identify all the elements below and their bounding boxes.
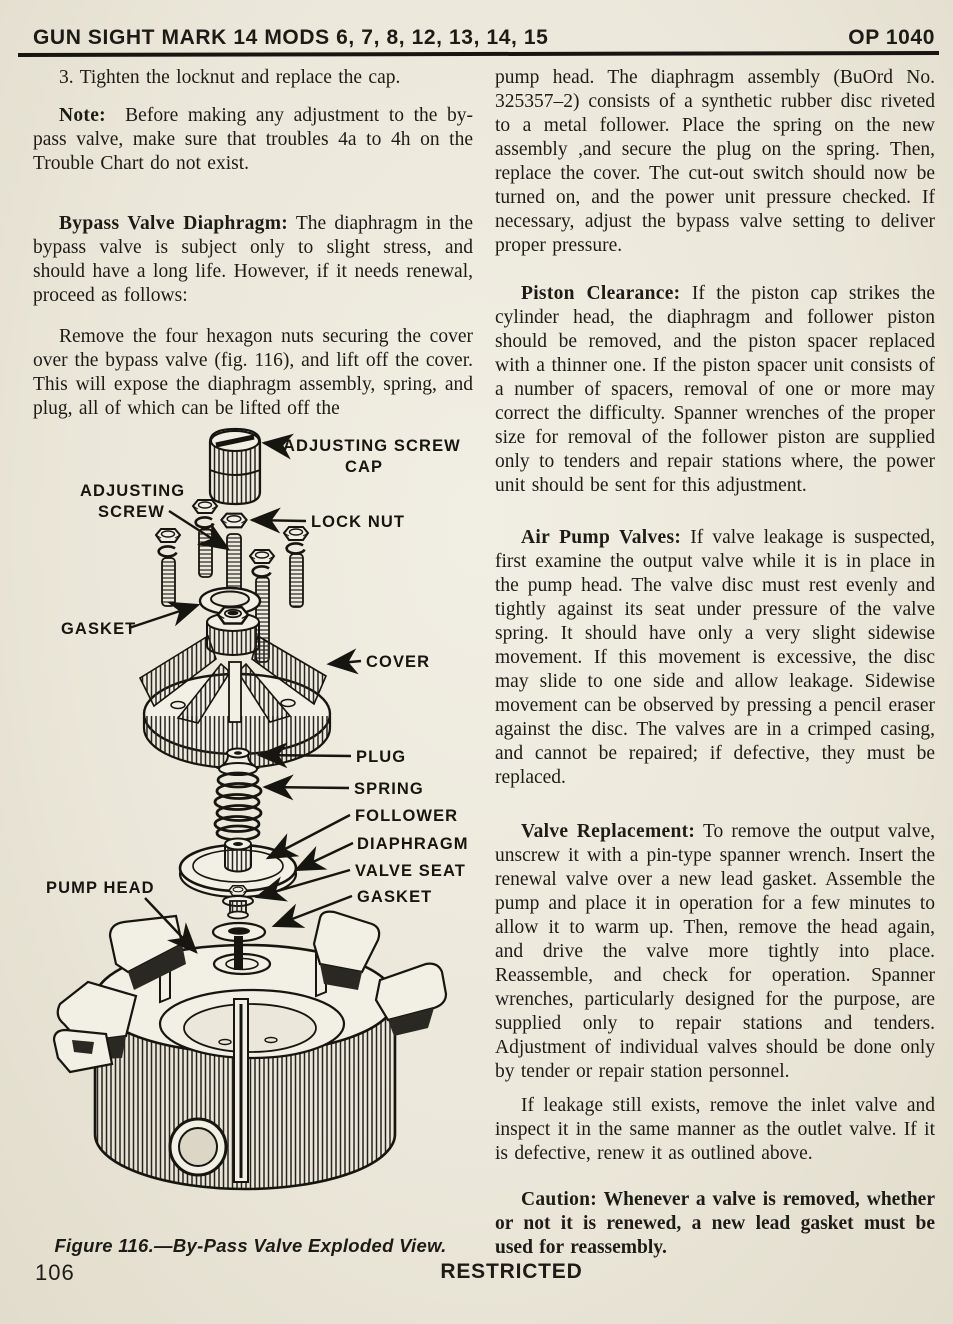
label-follower: FOLLOWER — [355, 807, 459, 825]
header-title: GUN SIGHT MARK 14 MODS 6, 7, 8, 12, 13, 14, 15 — [33, 26, 549, 49]
air-pump-valves-heading: Air Pump Valves: — [521, 527, 682, 548]
label-adjusting-screw-line1: ADJUSTING — [80, 482, 186, 500]
label-valve-seat: VALVE SEAT — [355, 862, 466, 880]
cover-part — [140, 607, 330, 768]
caution-label: Caution: — [521, 1189, 598, 1210]
label-diaphragm: DIAPHRAGM — [357, 835, 469, 853]
continuation-paragraph: pump head. The diaphragm assembly (BuOrd No. 325357–2) consists of a synthetic rubber disc riveted to a metal follower. Place the spring on the new assembly ,and secure the plug on the spring. Then, replace the cover. The cut-out switch should now be turned on, and the power unit pressure checked. If necessary, adjust the bypass valve setting to deliver proper pressure. — [495, 67, 935, 256]
remove-nuts-paragraph: Remove the four hexagon nuts securing the cover over the bypass valve (fig. 116), and lift off the cover. This will expose the diaphragm assembly, spring, and plug, all of which can be lifted off the — [33, 326, 473, 419]
spring-part — [215, 773, 261, 840]
adjusting-screw-cap-part — [210, 429, 260, 504]
lock-nut-part — [221, 514, 246, 528]
page-header — [33, 16, 935, 50]
figure-caption: Figure 116.—By-Pass Valve Exploded View. — [54, 1235, 447, 1256]
label-gasket-upper: GASKET — [61, 620, 137, 638]
bypass-valve-exploded-view-illustration — [28, 424, 473, 1214]
bypass-valve-diaphragm-paragraph: Bypass Valve Diaphragm: The diaphragm in the bypass valve is subject only to slight stress, and should have a long life. However, if it needs renewal, proceed as follows: — [33, 213, 473, 306]
label-plug: PLUG — [356, 748, 407, 766]
valve-replacement-paragraph: Valve Replacement: To remove the output valve, unscrew it with a pin-type spanner wrench. Insert the renewal valve over a new lead gasket. Assemble the pump and place it in operation for a few minutes to allow it to warm up. Then, remove the head again, and drive the valve more tightly into place. Reassemble, and check for operation. Spanner wrenches, particularly designed for the purpose, are supplied only to repair stations and tenders. Adjustment of individual valves should be done only by tender or repair station personnel. — [495, 821, 935, 1082]
figure-116 — [28, 424, 473, 1257]
step-3-paragraph: 3. Tighten the locknut and replace the cap. — [59, 67, 401, 88]
page-number: 106 — [35, 1260, 75, 1285]
caution-paragraph: Caution: Whenever a valve is removed, whether or not it is renewed, a new lead gasket must be used for reassembly. — [495, 1189, 935, 1258]
piston-clearance-heading: Piston Clearance: — [521, 283, 681, 304]
label-adjusting-screw-line2: SCREW — [98, 503, 165, 521]
left-column — [33, 66, 473, 421]
label-lock-nut: LOCK NUT — [311, 513, 406, 531]
leakage-paragraph: If leakage still exists, remove the inlet valve and inspect it in the same manner as the outlet valve. If it is defective, renew it as outlined above. — [495, 1095, 935, 1164]
note-label: Note: — [59, 105, 106, 126]
pump-head-part — [54, 912, 446, 1189]
label-cover: COVER — [366, 653, 431, 671]
label-pump-head: PUMP HEAD — [46, 879, 155, 897]
valve-replacement-heading: Valve Replacement: — [521, 821, 696, 842]
label-adjusting-screw-cap-line1: ADJUSTING SCREW — [283, 437, 461, 455]
air-pump-valves-paragraph: Air Pump Valves: If valve leakage is suspected, first examine the output valve while it is in place in the pump head. The valve disc must rest evenly and tightly against its seat under pressure of the valve spring. It should have only a very slight sidewise movement. If this movement is excessive, the disc may slide to one side and allow leakage. Sidewise movement can be observed by pressing a pencil eraser against the disc. The valves are in a crimped casing, and cannot be repaired; if defective, they must be replaced. — [495, 527, 935, 788]
classification-marking: RESTRICTED — [440, 1260, 583, 1283]
header-doc-number: OP 1040 — [848, 26, 935, 49]
label-gasket-lower: GASKET — [357, 888, 433, 906]
bypass-heading: Bypass Valve Diaphragm: — [59, 213, 289, 234]
right-column — [495, 66, 935, 1260]
piston-clearance-paragraph: Piston Clearance: If the piston cap strikes the cylinder head, the diaphragm and follower piston should be removed, and the piston spacer replaced with a thinner one. If the piston spacer unit consists of a number of spacers, removal of one or more may correct the difficulty. Spanner wrenches of the proper size for removal of the follower piston are supplied only to tenders and repair stations where, the power unit should be sent for this adjustment. — [495, 283, 936, 496]
note-paragraph: Note: Before making any adjustment to the by-pass valve, make sure that troubles 4a to 4h on the Trouble Chart do not exist. — [33, 105, 473, 174]
header-rule — [18, 51, 939, 57]
label-spring: SPRING — [354, 780, 424, 798]
label-adjusting-screw-cap-line2: CAP — [345, 458, 384, 476]
